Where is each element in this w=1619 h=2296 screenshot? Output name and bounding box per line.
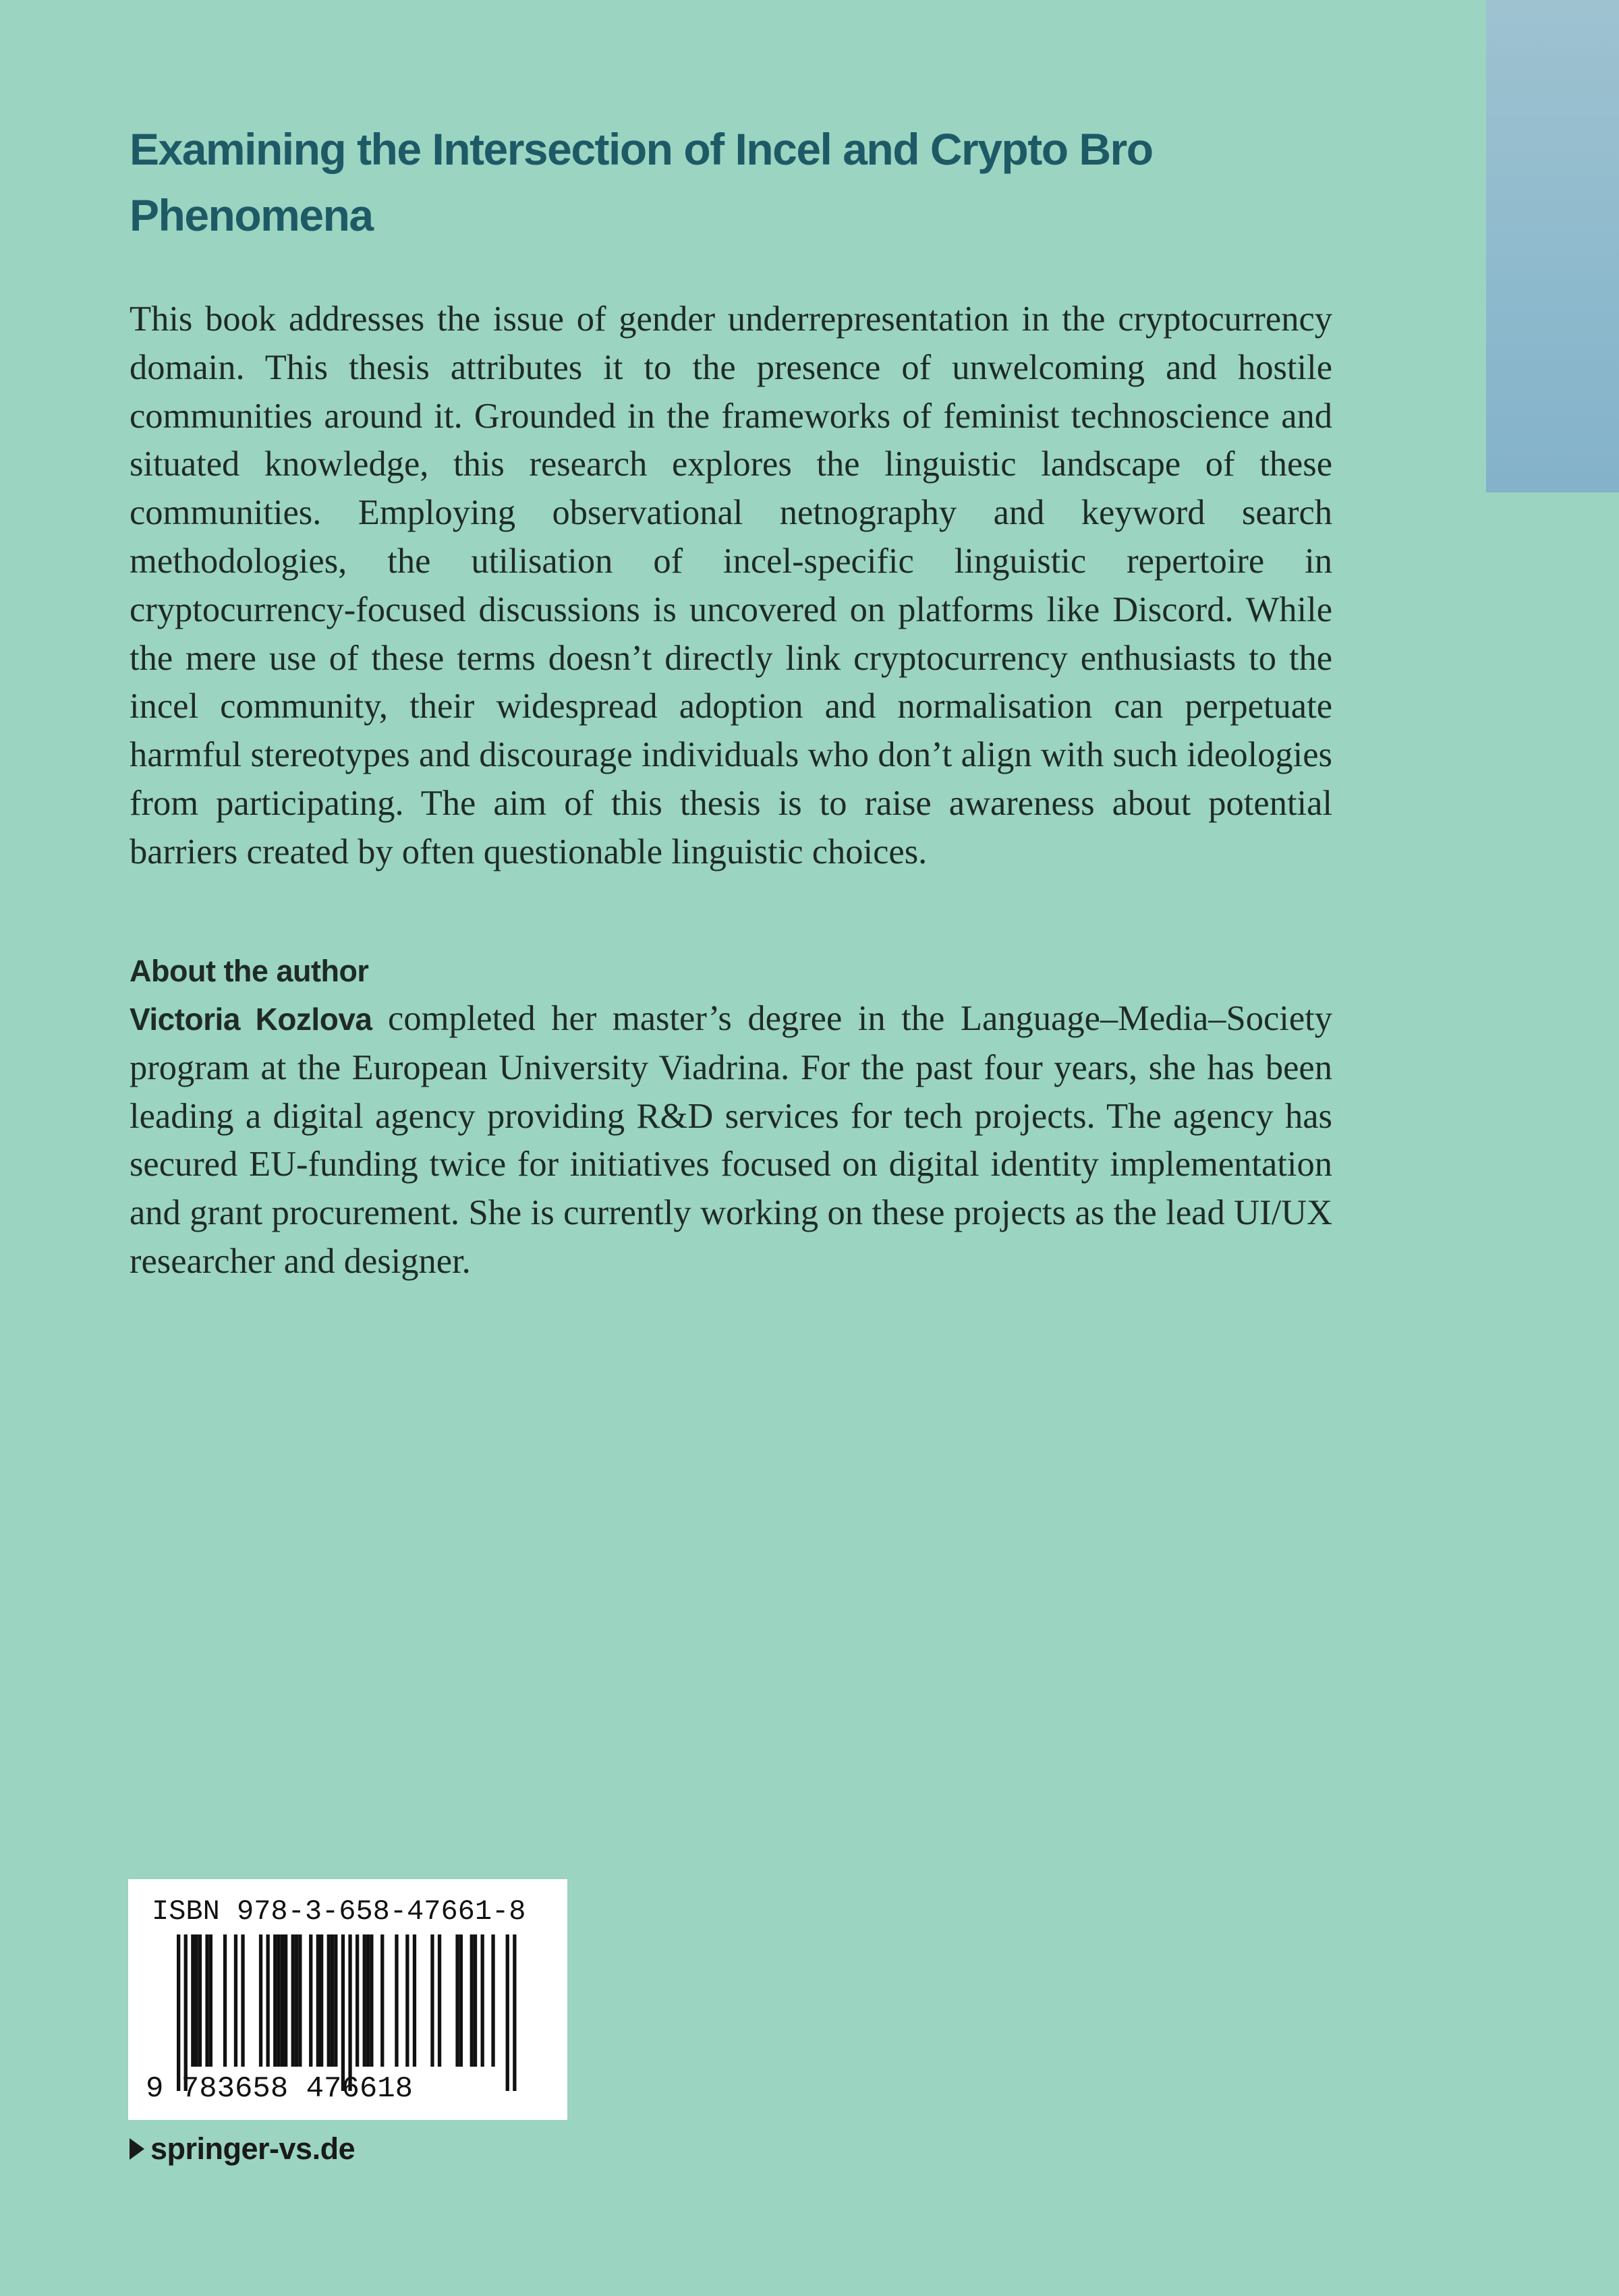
barcode-bar: [259, 1934, 262, 2067]
barcode-digits-right: 476618: [306, 2072, 414, 2106]
barcode-bar: [356, 1934, 359, 2067]
barcode-bar: [506, 1934, 509, 2091]
barcode-bar: [395, 1934, 398, 2067]
book-title: Examining the Intersection of Incel and Crypto Bro Phenomena: [130, 124, 1153, 240]
barcode-bar: [331, 1934, 334, 2067]
barcode-bar: [266, 1934, 270, 2067]
barcode-bar: [234, 1934, 237, 2067]
barcode-bar: [474, 1934, 477, 2067]
author-bio-text: completed her master’s degree in the Language–Media–Society program at the European University Viadrina. For the past four years, she has been leading a digital agency providing R&D services for tech projects. The agency has secured EU-funding twice for initiatives focused on digital identity implementation and grant procurement. She is currently working on these projects as the lead UI/UX researcher and designer.: [130, 999, 1332, 1281]
barcode-bar: [459, 1934, 463, 2067]
barcode-bar: [320, 1934, 323, 2067]
barcode-bar: [205, 1934, 208, 2067]
barcode-bar: [455, 1934, 459, 2067]
barcode-bar: [281, 1934, 284, 2067]
barcode-bar: [273, 1934, 277, 2067]
author-bio: [130, 995, 1332, 1286]
barcode-bar: [327, 1934, 331, 2067]
barcode-bar: [295, 1934, 298, 2067]
barcode-bar: [348, 1934, 351, 2091]
barcode-bar: [291, 1934, 295, 2067]
barcode-bar: [177, 1934, 180, 2091]
barcode-bar: [366, 1934, 370, 2067]
triangle-right-icon: [130, 2138, 144, 2160]
barcode-bar: [363, 1934, 366, 2067]
barcode-bar: [470, 1934, 474, 2067]
barcode-bar: [481, 1934, 484, 2067]
author-name: Victoria Kozlova: [130, 1002, 372, 1037]
barcode-bar: [413, 1934, 416, 2067]
barcode-bar: [309, 1934, 312, 2067]
barcode-bar: [316, 1934, 320, 2067]
book-abstract: This book addresses the issue of gender underrepresentation in the cryptocurrency domain. This thesis attributes it to the presence of unwelcoming and hostile communities around it. Grounded in the frameworks of feminist technoscience and situated knowledge, this research explores the linguistic landscape of these communities. Employing observational netnography and keyword search methodologies, the utilisation of incel-specific linguistic repertoire in cryptocurrency-focused discussions is uncovered on platforms like Discord. While the mere use of these terms doesn’t directly link cryptocurrency enthusiasts to the incel community, their widespread adoption and normalisation can perpetuate harmful stereotypes and discourage individuals who don’t align with such ideologies from participating. The aim of this thesis is to raise awareness about potential barriers created by often questionable linguistic choices.: [130, 299, 1332, 871]
barcode-bar: [209, 1934, 212, 2067]
barcode-bar: [438, 1934, 441, 2067]
barcode-bar: [370, 1934, 373, 2067]
barcode-bar: [184, 1934, 188, 2091]
barcode-bar: [298, 1934, 302, 2067]
barcode-bar: [491, 1934, 494, 2067]
barcode-bar: [341, 1934, 345, 2091]
barcode-bar: [241, 1934, 244, 2067]
publisher-url: springer-vs.de: [150, 2131, 356, 2166]
barcode-bar: [277, 1934, 280, 2067]
spine-color-tab: [1486, 0, 1619, 492]
barcode-bar: [405, 1934, 409, 2067]
barcode-bar: [198, 1934, 202, 2067]
isbn-barcode: [128, 1879, 567, 2120]
barcode-bar: [430, 1934, 434, 2067]
barcode-bar: [380, 1934, 384, 2067]
barcode-digits-left: 783658: [181, 2072, 289, 2106]
barcode-bar: [284, 1934, 287, 2067]
barcode-digits: [146, 2070, 413, 2108]
publisher-link[interactable]: [130, 2129, 355, 2169]
barcode-digit-lead: 9: [146, 2072, 164, 2106]
about-author-heading: About the author: [130, 954, 369, 988]
barcode-bar: [334, 1934, 337, 2067]
barcode-bar: [513, 1934, 516, 2091]
barcode-bar: [191, 1934, 194, 2067]
barcode-bar: [223, 1934, 227, 2067]
barcode-bar: [195, 1934, 198, 2067]
isbn-label: ISBN 978-3-658-47661-8: [152, 1895, 526, 1928]
